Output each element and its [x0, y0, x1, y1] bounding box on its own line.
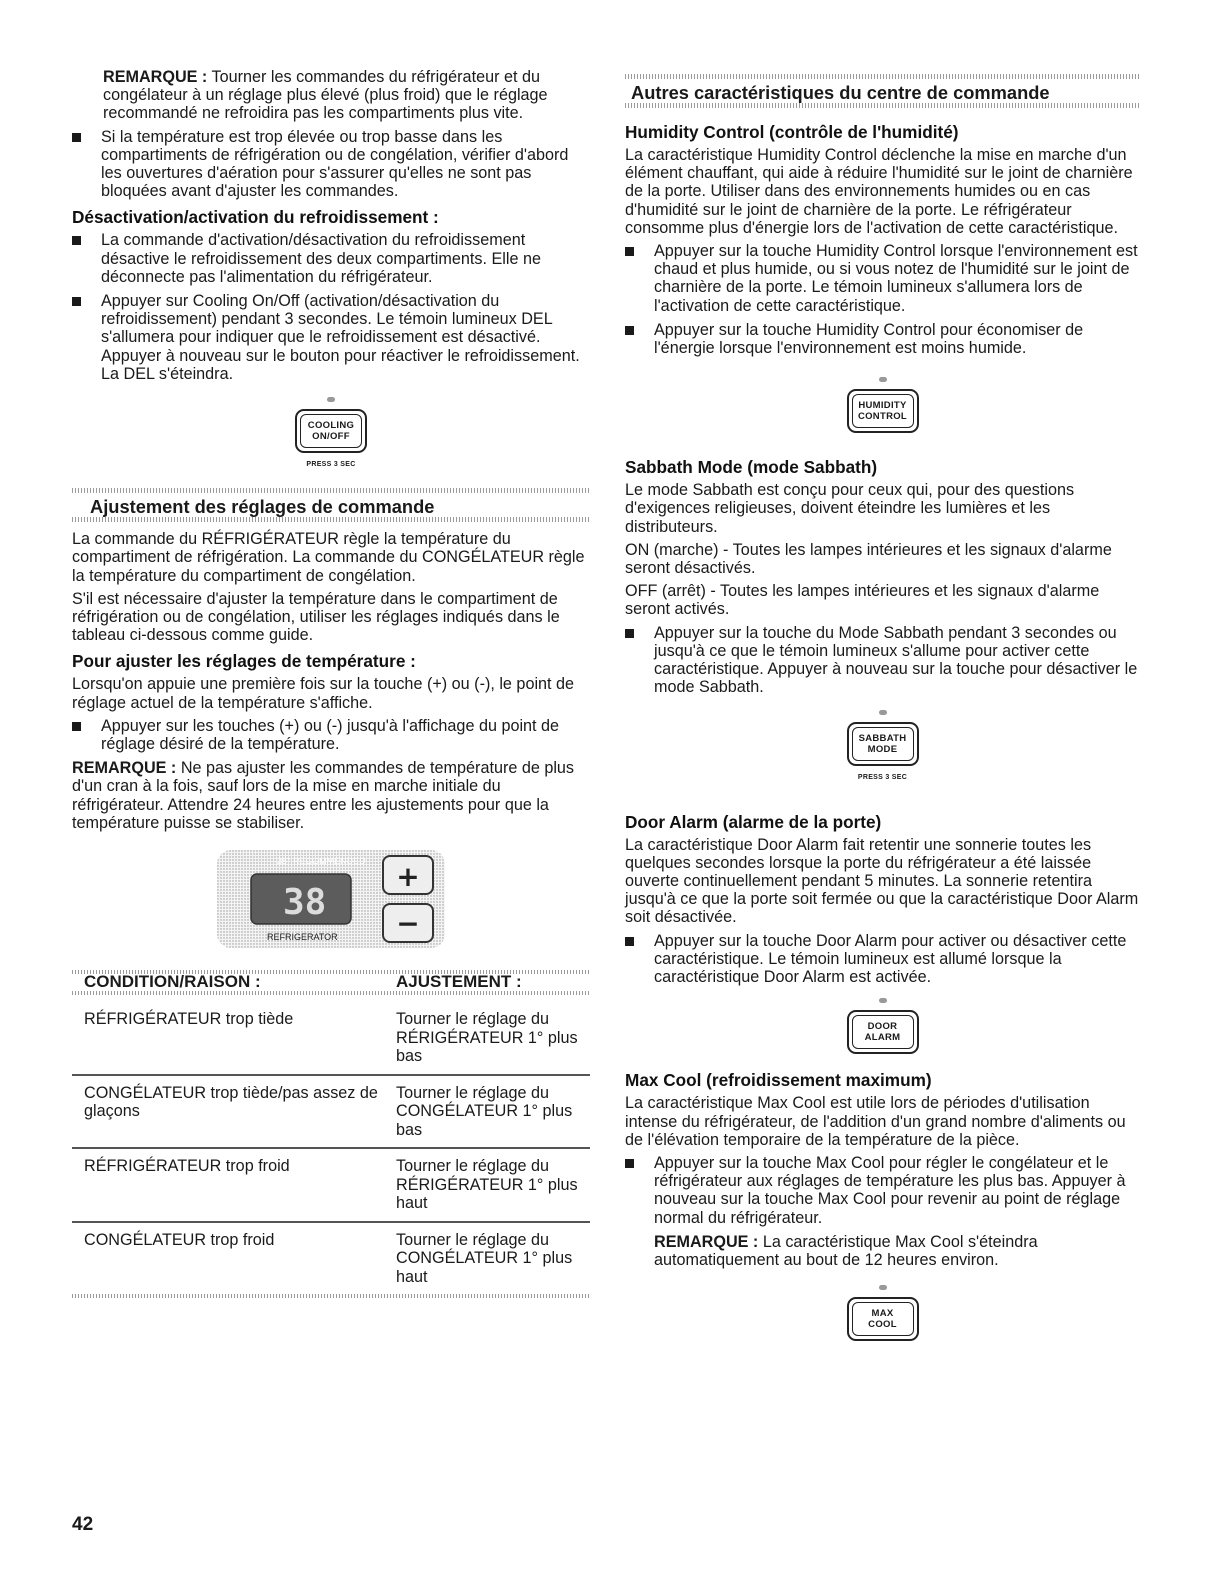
- adjust-section-header: [72, 488, 590, 522]
- maxcool-heading: Max Cool (refroidissement maximum): [625, 1070, 932, 1091]
- sabbath-para-2: ON (marche) - Toutes les lampes intérieures et les signaux d'alarme seront désactivés.: [625, 540, 1112, 578]
- adjust-note: [72, 759, 590, 832]
- display-value: 38: [283, 882, 327, 924]
- adjust-subheading: Pour ajuster les réglages de température :: [72, 651, 416, 672]
- table-row: [72, 1075, 590, 1149]
- temperature-control-panel: [217, 850, 445, 948]
- table-header-adjustment: AJUSTEMENT :: [396, 972, 522, 992]
- led-indicator-icon: [879, 998, 887, 1003]
- table-header-row: [72, 965, 590, 1000]
- table-cell-adjustment: Tourner le réglage du CONGÉLATEUR 1° plus haut: [396, 1230, 573, 1286]
- note-recommended: [72, 68, 590, 123]
- page-number: 42: [72, 1514, 94, 1535]
- sabbath-mode-button[interactable]: [847, 722, 919, 766]
- adjust-para-3: Lorsqu'on appuie une première fois sur la touche (+) ou (-), le point de réglage actuel de la température s'affiche.: [72, 675, 575, 712]
- cooling-button-label-1: COOLING: [307, 420, 355, 432]
- maxcool-note-label: REMARQUE :: [654, 1232, 759, 1251]
- humidity-bullet-1: Appuyer sur la touche Humidity Control lorsque l'environnement est chaud et plus humide, ou si vous notez de l'humidité sur le joint de charnière de la porte. Le témoin lumineux s'allumera lors de l'activation de cette caractéristique.: [625, 242, 1140, 315]
- adjust-para-1: La commande du RÉFRIGÉRATEUR règle la température du compartiment de réfrigération. La commande du CONGÉLATEUR règle la température du compartiment de congélation.: [72, 530, 585, 585]
- minus-icon: −: [396, 907, 420, 941]
- cooling-button-label-2: ON/OFF: [312, 431, 350, 443]
- door-button-label-1: DOOR: [867, 1021, 898, 1033]
- control-panel-drawing: [217, 850, 445, 948]
- table-bottom-rule: [72, 1294, 590, 1298]
- door-bullet: Appuyer sur la touche Door Alarm pour activer ou désactiver cette caractéristique. Le témoin lumineux est allumé lorsque la caractéristique Door Alarm est activée.: [625, 932, 1140, 987]
- led-indicator-icon: [327, 397, 335, 402]
- table-row: [72, 1000, 590, 1075]
- led-indicator-icon: [879, 1285, 887, 1290]
- humidity-button-label-1: HUMIDITY: [858, 400, 907, 412]
- maxcool-button-figure: [625, 1285, 1140, 1341]
- other-features-title: Autres caractéristiques du centre de commande: [625, 84, 1056, 102]
- door-heading: Door Alarm (alarme de la porte): [625, 811, 882, 832]
- cooling-button-figure: [72, 397, 590, 474]
- sabbath-para-1: Le mode Sabbath est conçu pour ceux qui, pour des questions d'exigences religieuses, doivent éteindre les lumières et les distributeurs.: [625, 481, 1075, 536]
- humidity-bullet-2: Appuyer sur la touche Humidity Control pour économiser de l'énergie lorsque l'environnement est moins humide.: [625, 321, 1140, 357]
- humidity-button-label-2: CONTROL: [857, 411, 908, 423]
- table-row: [72, 1222, 590, 1295]
- recommended-label: 38° RECOMMENDED: [277, 856, 366, 867]
- cooling-bullet-2: Appuyer sur Cooling On/Off (activation/désactivation du refroidissement) pendant 3 secondes. Le témoin lumineux DEL s'allumera pour indiquer que le refroidissement est désactivé. Appuyer à nouveau sur le bouton pour réactiver le refroidissement. La DEL s'éteindra.: [72, 292, 590, 383]
- left-column: [72, 68, 590, 1298]
- table-cell-condition: RÉFRIGÉRATEUR trop froid: [72, 1148, 384, 1222]
- maxcool-note-text: La caractéristique Max Cool s'éteindra automatiquement au bout de 12 heures environ.: [654, 1232, 1038, 1269]
- table-row: [72, 1148, 590, 1222]
- sabbath-bullet: Appuyer sur la touche du Mode Sabbath pendant 3 secondes ou jusqu'à ce que le témoin lumineux s'allume pour activer cette caractéristique. Appuyer à nouveau sur la touche pour désactiver le mode Sabbath.: [625, 624, 1140, 697]
- door-alarm-button[interactable]: [847, 1010, 919, 1054]
- maxcool-note: [625, 1233, 1140, 1269]
- sabbath-button-figure: [625, 710, 1140, 787]
- humidity-button-figure: [625, 377, 1140, 433]
- maxcool-button-label-2: COOL: [868, 1319, 897, 1331]
- humidity-control-button[interactable]: [847, 389, 919, 433]
- sabbath-button-label-1: SABBATH: [858, 733, 907, 745]
- adjust-para-2: S'il est nécessaire d'ajuster la température dans le compartiment de réfrigération ou de congélation, utiliser les réglages indiqués dans le tableau ci-dessous comme guide.: [72, 589, 560, 645]
- cooling-heading: Désactivation/activation du refroidissement :: [72, 207, 439, 228]
- bullet-vents: Si la température est trop élevée ou trop basse dans les compartiments de réfrigération ou de congélation, vérifier d'abord les ouvertures d'aération pour s'assurer qu'elles ne sont pas bloquées avant d'ajuster les commandes.: [72, 128, 590, 201]
- led-indicator-icon: [879, 710, 887, 715]
- plus-icon: +: [396, 860, 420, 894]
- maxcool-button-label-1: MAX: [871, 1308, 894, 1320]
- cooling-bullet-1: La commande d'activation/désactivation du refroidissement désactive le refroidissement des deux compartiments. Elle ne déconnecte pas l'alimentation du réfrigérateur.: [72, 231, 590, 286]
- door-button-label-2: ALARM: [864, 1032, 901, 1044]
- adjust-note-text: Ne pas ajuster les commandes de température de plus d'un cran à la fois, sauf lors de la mise en marche initiale du réfrigérateur. Attendre 24 heures entre les ajustements pour que la température puisse se stabiliser.: [72, 759, 575, 832]
- max-cool-button[interactable]: [847, 1297, 919, 1341]
- table-cell-adjustment: Tourner le réglage du CONGÉLATEUR 1° plus bas: [384, 1075, 590, 1149]
- maxcool-bullet: Appuyer sur la touche Max Cool pour régler le congélateur et le réfrigérateur aux réglages de température les plus bas. Appuyer à nouveau sur la touche Max Cool pour revenir au point de réglage normal du réfrigérateur.: [625, 1154, 1140, 1227]
- sabbath-para-3: OFF (arrêt) - Toutes les lampes intérieures et les signaux d'alarme seront activés.: [625, 582, 1100, 619]
- table-cell-condition: RÉFRIGÉRATEUR trop tiède: [72, 1000, 384, 1075]
- sabbath-press-hint: PRESS 3 SEC: [857, 774, 908, 782]
- cooling-onoff-button[interactable]: [295, 409, 367, 453]
- maxcool-para: La caractéristique Max Cool est utile lors de périodes d'utilisation intense du réfrigérateur, de l'addition d'un grand nombre d'aliments ou de l'élévation temporaire de la température de la pièce.: [625, 1094, 1126, 1149]
- table-header-condition: CONDITION/RAISON :: [84, 972, 261, 992]
- door-button-figure: [625, 998, 1140, 1054]
- led-indicator-icon: [879, 377, 887, 382]
- refrigerator-label: REFRIGERATOR: [267, 932, 338, 943]
- adjustment-table: [72, 962, 590, 1294]
- humidity-para: La caractéristique Humidity Control déclenche la mise en marche d'un élément chauffant, qui aide à réduire l'humidité sur le joint de charnière de la porte. Utiliser dans des environnements humides ou en cas d'humidité sur le joint de charnière de la porte. Le réfrigérateur consomme plus d'énergie lors de l'activation de cette caractéristique.: [625, 146, 1133, 237]
- humidity-heading: Humidity Control (contrôle de l'humidité): [625, 122, 959, 142]
- table-cell-condition: CONGÉLATEUR trop froid: [84, 1230, 275, 1249]
- adjust-note-label: REMARQUE :: [72, 759, 177, 778]
- table-cell-adjustment: Tourner le réglage du RÉRIGÉRATEUR 1° plus haut: [384, 1148, 590, 1222]
- note-label: REMARQUE :: [103, 68, 208, 86]
- adjust-section-title: Ajustement des réglages de commande: [84, 498, 440, 516]
- door-para: La caractéristique Door Alarm fait retentir une sonnerie toutes les quelques secondes lorsque la porte du réfrigérateur a été laissée ouverte continuellement pendant 5 minutes. La sonnerie retentira jusqu'à ce que la porte soit fermée ou que la caractéristique Door Alarm soit désactivée.: [625, 835, 1139, 927]
- note-text: Tourner les commandes du réfrigérateur et du congélateur à un réglage plus élevé (plus froid) que le réglage recommandé ne refroidira pas les compartiments plus vite.: [103, 68, 548, 123]
- cooling-press-hint: PRESS 3 SEC: [306, 461, 356, 469]
- sabbath-heading: Sabbath Mode (mode Sabbath): [625, 457, 878, 478]
- table-cell-adjustment: Tourner le réglage du RÉRIGÉRATEUR 1° plus bas: [384, 1000, 590, 1075]
- right-column: [625, 74, 1140, 1347]
- other-features-header: [625, 74, 1140, 108]
- table-cell-condition: CONGÉLATEUR trop tiède/pas assez de glaçons: [72, 1075, 384, 1149]
- sabbath-button-label-2: MODE: [867, 744, 898, 756]
- adjust-bullet: Appuyer sur les touches (+) ou (-) jusqu'à l'affichage du point de réglage désiré de la température.: [72, 717, 590, 753]
